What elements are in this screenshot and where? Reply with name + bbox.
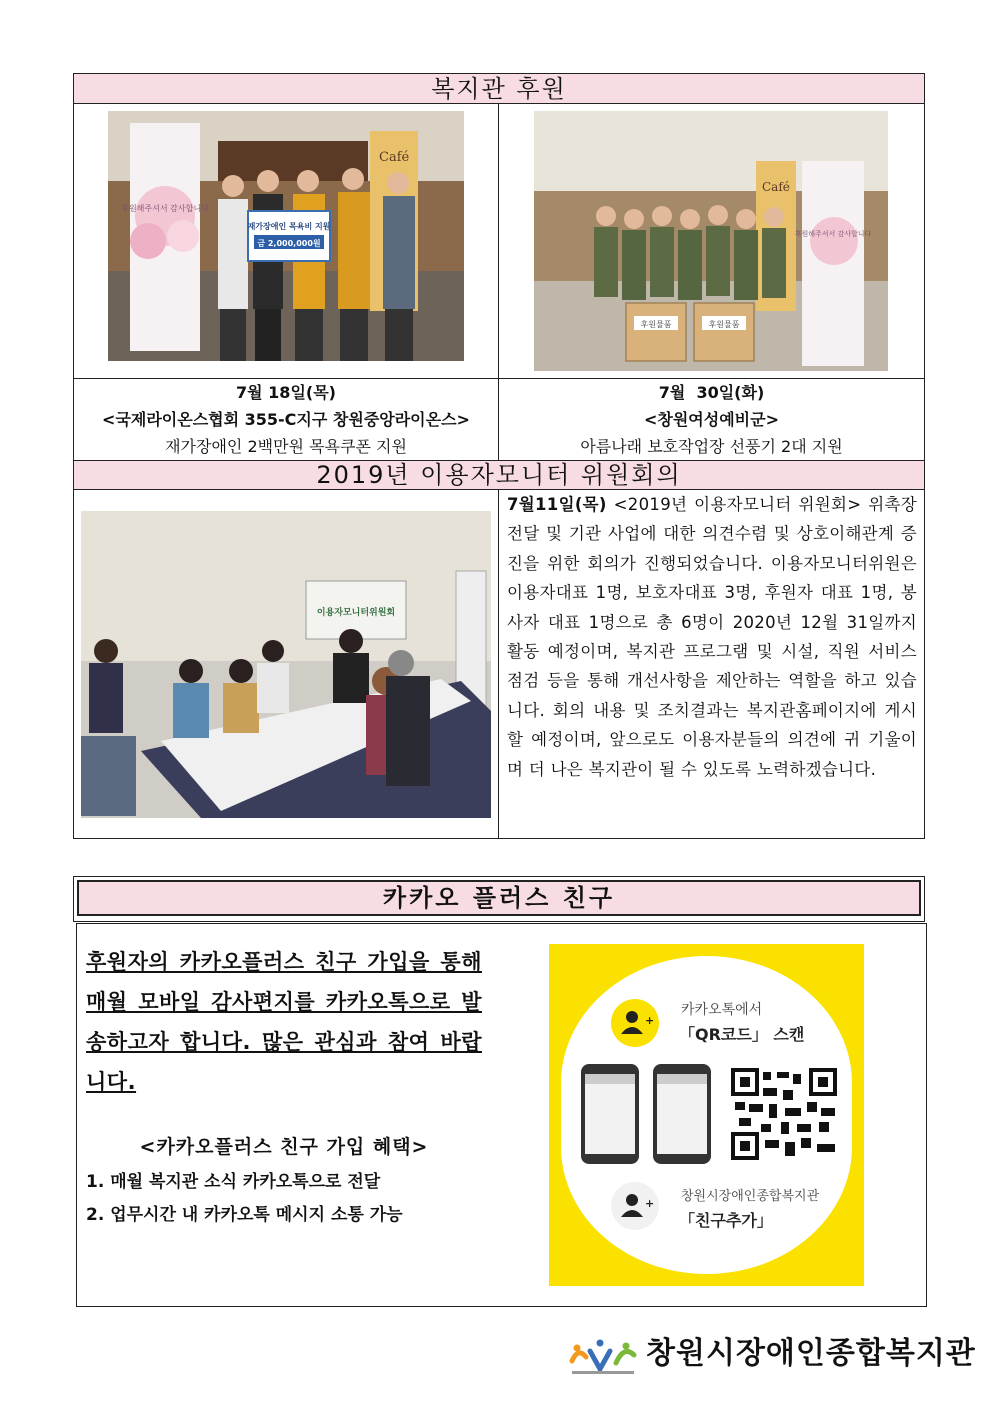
qr-code-icon xyxy=(731,1068,837,1160)
banner-thanks-text: 후원해주셔서 감사합니다 xyxy=(121,204,209,213)
qr-line1: 카카오톡에서 xyxy=(681,1002,763,1018)
cafe-sign-text: Café xyxy=(379,150,410,165)
reserve-army-donation-photo xyxy=(534,111,888,371)
monitor-description xyxy=(507,490,917,838)
reserve-date: 7월 30일(화) xyxy=(658,383,765,402)
lions-date: 7월 18일(목) xyxy=(236,383,336,402)
lions-caption xyxy=(74,379,498,461)
person-add-icon xyxy=(611,999,659,1047)
board-line2: 금 2,000,000원 xyxy=(257,239,321,248)
monitor-section-title: 2019년 이용자모니터 위원회의 xyxy=(74,461,924,490)
box-label-1: 후원물품 xyxy=(640,320,672,329)
monitor-body: <2019년 이용자모니터 위원회> 위촉장 전달 및 기관 사업에 대한 의견수렴 및 상호이해관계 증진을 위한 회의가 진행되었습니다. 이용자모니터위원은 이용자대표 1명, 보호자대표 3명, 후원자 대표 1명, 봉사자 대표 1명으로 총 6명이 2020년 12월 31일까지 활동 예정이며, 복지관 프로그램 및 시설, 직원 서비스 점검 등을 통해 개선사항을 제안하는 역할을 하고 있습니다. 회의 내용 및 조치결과는 복지관홈페이지에 게시할 예정이며, 앞으로도 이용자분들의 의견에 귀 기울이며 더 나은 복지관이 될 수 있도록 노력하겠습니다. xyxy=(507,495,917,779)
monitor-divider xyxy=(498,490,499,839)
footer-org-name: 창원시장애인종합복지관 xyxy=(646,1336,976,1371)
monitor-meeting-photo xyxy=(81,511,491,818)
board-line1: 재가장애인 목욕비 지원 xyxy=(247,222,331,231)
kakao-benefit-2: 2. 업무시간 내 카카오톡 메시지 소통 가능 xyxy=(86,1205,403,1225)
qr-line4: 「친구추가」 xyxy=(679,1211,773,1230)
meeting-banner-text: 이용자모니터위원회 xyxy=(316,608,396,618)
lions-org: <국제라이온스협회 355-C지구 창원중앙라이온스> xyxy=(102,410,470,429)
lions-donation-photo xyxy=(108,111,464,361)
kakao-title: 카카오 플러스 친구 xyxy=(77,880,921,916)
kakao-qr-card xyxy=(549,944,864,1286)
phone-icon-1 xyxy=(581,1064,639,1164)
kakao-intro: 후원자의 카카오플러스 친구 가입을 통해 매월 모바일 감사편지를 카카오톡으로 발송하고자 합니다. 많은 관심과 참여 바랍니다. xyxy=(86,950,482,1094)
banner-thanks-text-2: 후원해주셔서 감사합니다 xyxy=(794,230,872,238)
svg-text:+: + xyxy=(645,1014,655,1027)
svg-text:+: + xyxy=(645,1197,655,1210)
box-label-2: 후원물품 xyxy=(708,320,740,329)
kakao-benefit-1: 1. 매월 복지관 소식 카카오톡으로 전달 xyxy=(86,1172,381,1192)
sponsor-section-title: 복지관 후원 xyxy=(74,74,924,104)
reserve-caption xyxy=(499,379,924,461)
footer-logo xyxy=(568,1335,638,1375)
phone-icon-2 xyxy=(653,1064,711,1164)
lions-desc: 재가장애인 2백만원 목욕쿠폰 지원 xyxy=(165,437,407,456)
kakao-title-frame xyxy=(73,876,925,922)
qr-line2: 「QR코드」 스캔 xyxy=(679,1025,805,1044)
kakao-benefit-title: <카카오플러스 친구 가입 혜택> xyxy=(139,1136,429,1158)
person-add-icon-2 xyxy=(611,1182,659,1230)
cafe-sign-text-2: Café xyxy=(762,180,790,194)
monitor-date: 7월11일(목) xyxy=(507,495,607,514)
qr-line3: 창원시장애인종합복지관 xyxy=(681,1189,820,1204)
reserve-org: <창원여성예비군> xyxy=(643,410,779,429)
reserve-desc: 아름나래 보호작업장 선풍기 2대 지원 xyxy=(580,437,843,456)
